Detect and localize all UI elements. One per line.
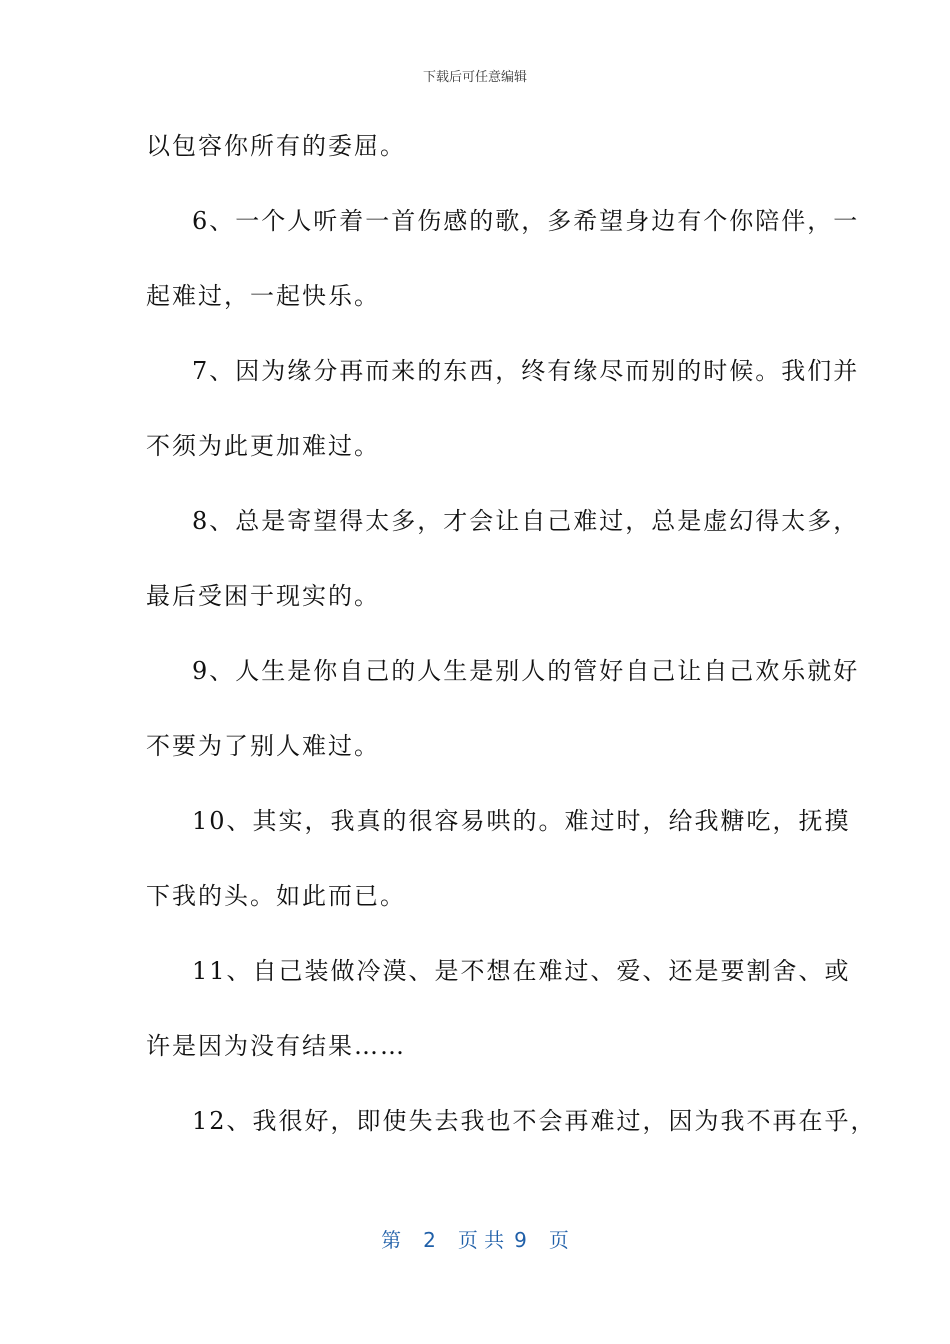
- text-line: 6、一个人听着一首伤感的歌，多希望身边有个你陪伴，一: [192, 207, 860, 235]
- footer-ye: 页: [548, 1228, 569, 1252]
- text-line: 最后受困于现实的。: [146, 582, 380, 610]
- page-header: 下载后可任意编辑: [422, 70, 527, 85]
- text-line: 8、总是寄望得太多，才会让自己难过，总是虚幻得太多，: [192, 507, 860, 535]
- text-line: 起难过，一起快乐。: [146, 282, 380, 310]
- text-line: 7、因为缘分再而来的东西，终有缘尽而别的时候。我们并: [192, 357, 860, 385]
- text-line: 以包容你所有的委屈。: [146, 132, 406, 160]
- text-line: 许是因为没有结果……: [146, 1032, 406, 1060]
- footer-di: 第: [381, 1228, 402, 1252]
- footer-ye-gong: 页 共: [457, 1228, 505, 1252]
- text-line: 9、人生是你自己的人生是别人的管好自己让自己欢乐就好: [192, 657, 860, 685]
- text-line: 10、其实，我真的很容易哄的。难过时，给我糖吃，抚摸: [192, 807, 851, 835]
- text-line: 11、自己装做冷漠、是不想在难过、爱、还是要割舍、或: [192, 957, 851, 985]
- text-line: 12、我很好，即使失去我也不会再难过，因为我不再在乎，: [192, 1107, 877, 1135]
- text-line: 不要为了别人难过。: [146, 732, 380, 760]
- text-line: 不须为此更加难过。: [146, 432, 380, 460]
- footer-total-pages: 9: [514, 1228, 527, 1252]
- page-footer: [0, 1224, 950, 1253]
- text-line: 下我的头。如此而已。: [146, 882, 406, 910]
- footer-page-number: 2: [423, 1228, 436, 1252]
